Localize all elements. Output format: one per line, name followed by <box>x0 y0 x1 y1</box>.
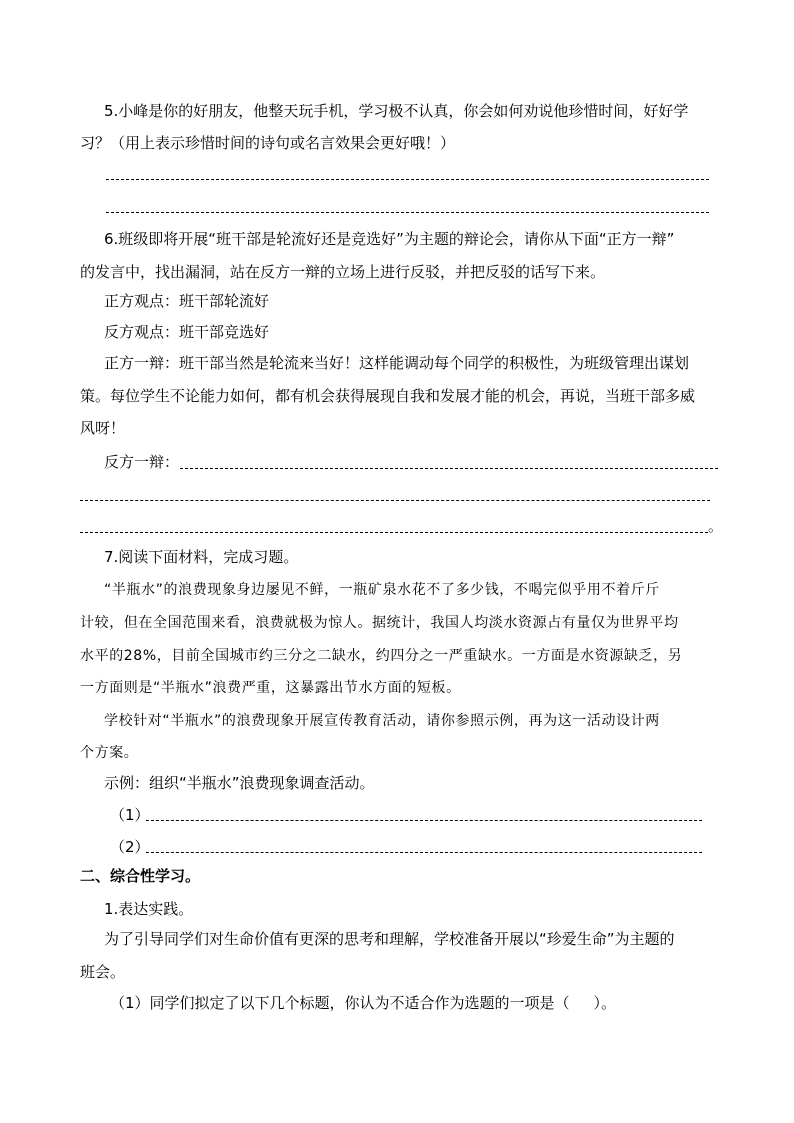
q6-speech-line-3: 风呀！ <box>80 419 126 437</box>
q6-answer-blank-3[interactable] <box>80 532 708 533</box>
q5-answer-blank-2[interactable] <box>106 212 709 213</box>
q7-material-line-4: 一方面则是“半瓶水”浪费严重，这暴露出节水方面的短板。 <box>80 680 461 696</box>
section-2-heading: 二、综合性学习。 <box>80 867 201 885</box>
q7-item-1-label: （1） <box>110 806 150 824</box>
q6-answer-blank-2[interactable] <box>80 500 710 501</box>
section-2-question-1-text: （1）同学们拟定了以下几个标题，你认为不适合作为选题的一项是（ <box>110 994 570 1012</box>
q6-end-mark: 。 <box>708 517 724 535</box>
section-2-question-1 <box>110 993 616 1013</box>
q5-line-1: 5.小峰是你的好朋友，他整天玩手机，学习极不认真，你会如何劝说他珍惜时间，好好学 <box>104 102 689 120</box>
section-2-subheading: 1.表达实践。 <box>104 900 194 918</box>
q7-item-1-blank[interactable] <box>146 820 702 821</box>
q5-line-2: 习？（用上表示珍惜时间的诗句或名言效果会更好哦！） <box>80 134 456 152</box>
q6-speech-line-1: 正方一辩：班干部当然是轮流来当好！这样能调动每个同学的积极性，为班级管理出谋划 <box>104 354 690 372</box>
q7-title: 7.阅读下面材料，完成习题。 <box>104 548 299 566</box>
q7-item-2-blank[interactable] <box>146 852 702 853</box>
q5-answer-blank-1[interactable] <box>106 179 709 180</box>
q7-task-line-1: 学校针对“半瓶水”的浪费现象开展宣传教育活动，请你参照示例，再为这一活动设计两 <box>104 713 660 729</box>
section-2-intro-line-1: 为了引导同学们对生命价值有更深的思考和理解，学校准备开展以“珍爱生命”为主题的 <box>104 930 675 948</box>
q6-answer-blank-1[interactable] <box>180 468 718 469</box>
q7-task-line-2: 个方案。 <box>80 745 139 761</box>
q6-line-1: 6.班级即将开展“班干部是轮流好还是竞选好”为主题的辩论会，请你从下面“正方一辩” <box>104 230 675 248</box>
q6-con-viewpoint: 反方观点：班干部竞选好 <box>104 323 270 341</box>
section-2-intro-line-2: 班会。 <box>80 963 126 981</box>
q6-speech-line-2: 策。每位学生不论能力如何，都有机会获得展现自我和发展才能的机会，再说，当班干部多威 <box>80 387 696 405</box>
q7-material-line-1: “半瓶水”的浪费现象身边屡见不鲜，一瓶矿泉水花不了多少钱，不喝完似乎用不着斤斤 <box>104 582 660 598</box>
q7-material-line-2: 计较，但在全国范围来看，浪费就极为惊人。据统计，我国人均淡水资源占有量仅为世界平均 <box>80 615 679 631</box>
q7-item-2-label: （2） <box>110 838 150 856</box>
q7-example: 示例：组织“半瓶水”浪费现象调查活动。 <box>104 774 375 792</box>
q6-pro-viewpoint: 正方观点：班干部轮流好 <box>104 292 270 310</box>
q6-line-2: 的发言中，找出漏洞，站在反方一辩的立场上进行反驳，并把反驳的话写下来。 <box>80 263 606 281</box>
section-2-question-1-close: ）。 <box>593 994 617 1012</box>
q6-answer-label: 反方一辩： <box>104 453 180 471</box>
q7-material-line-3: 水平的28%，目前全国城市约三分之二缺水，约四分之一严重缺水。一方面是水资源缺乏，另 <box>80 648 683 664</box>
